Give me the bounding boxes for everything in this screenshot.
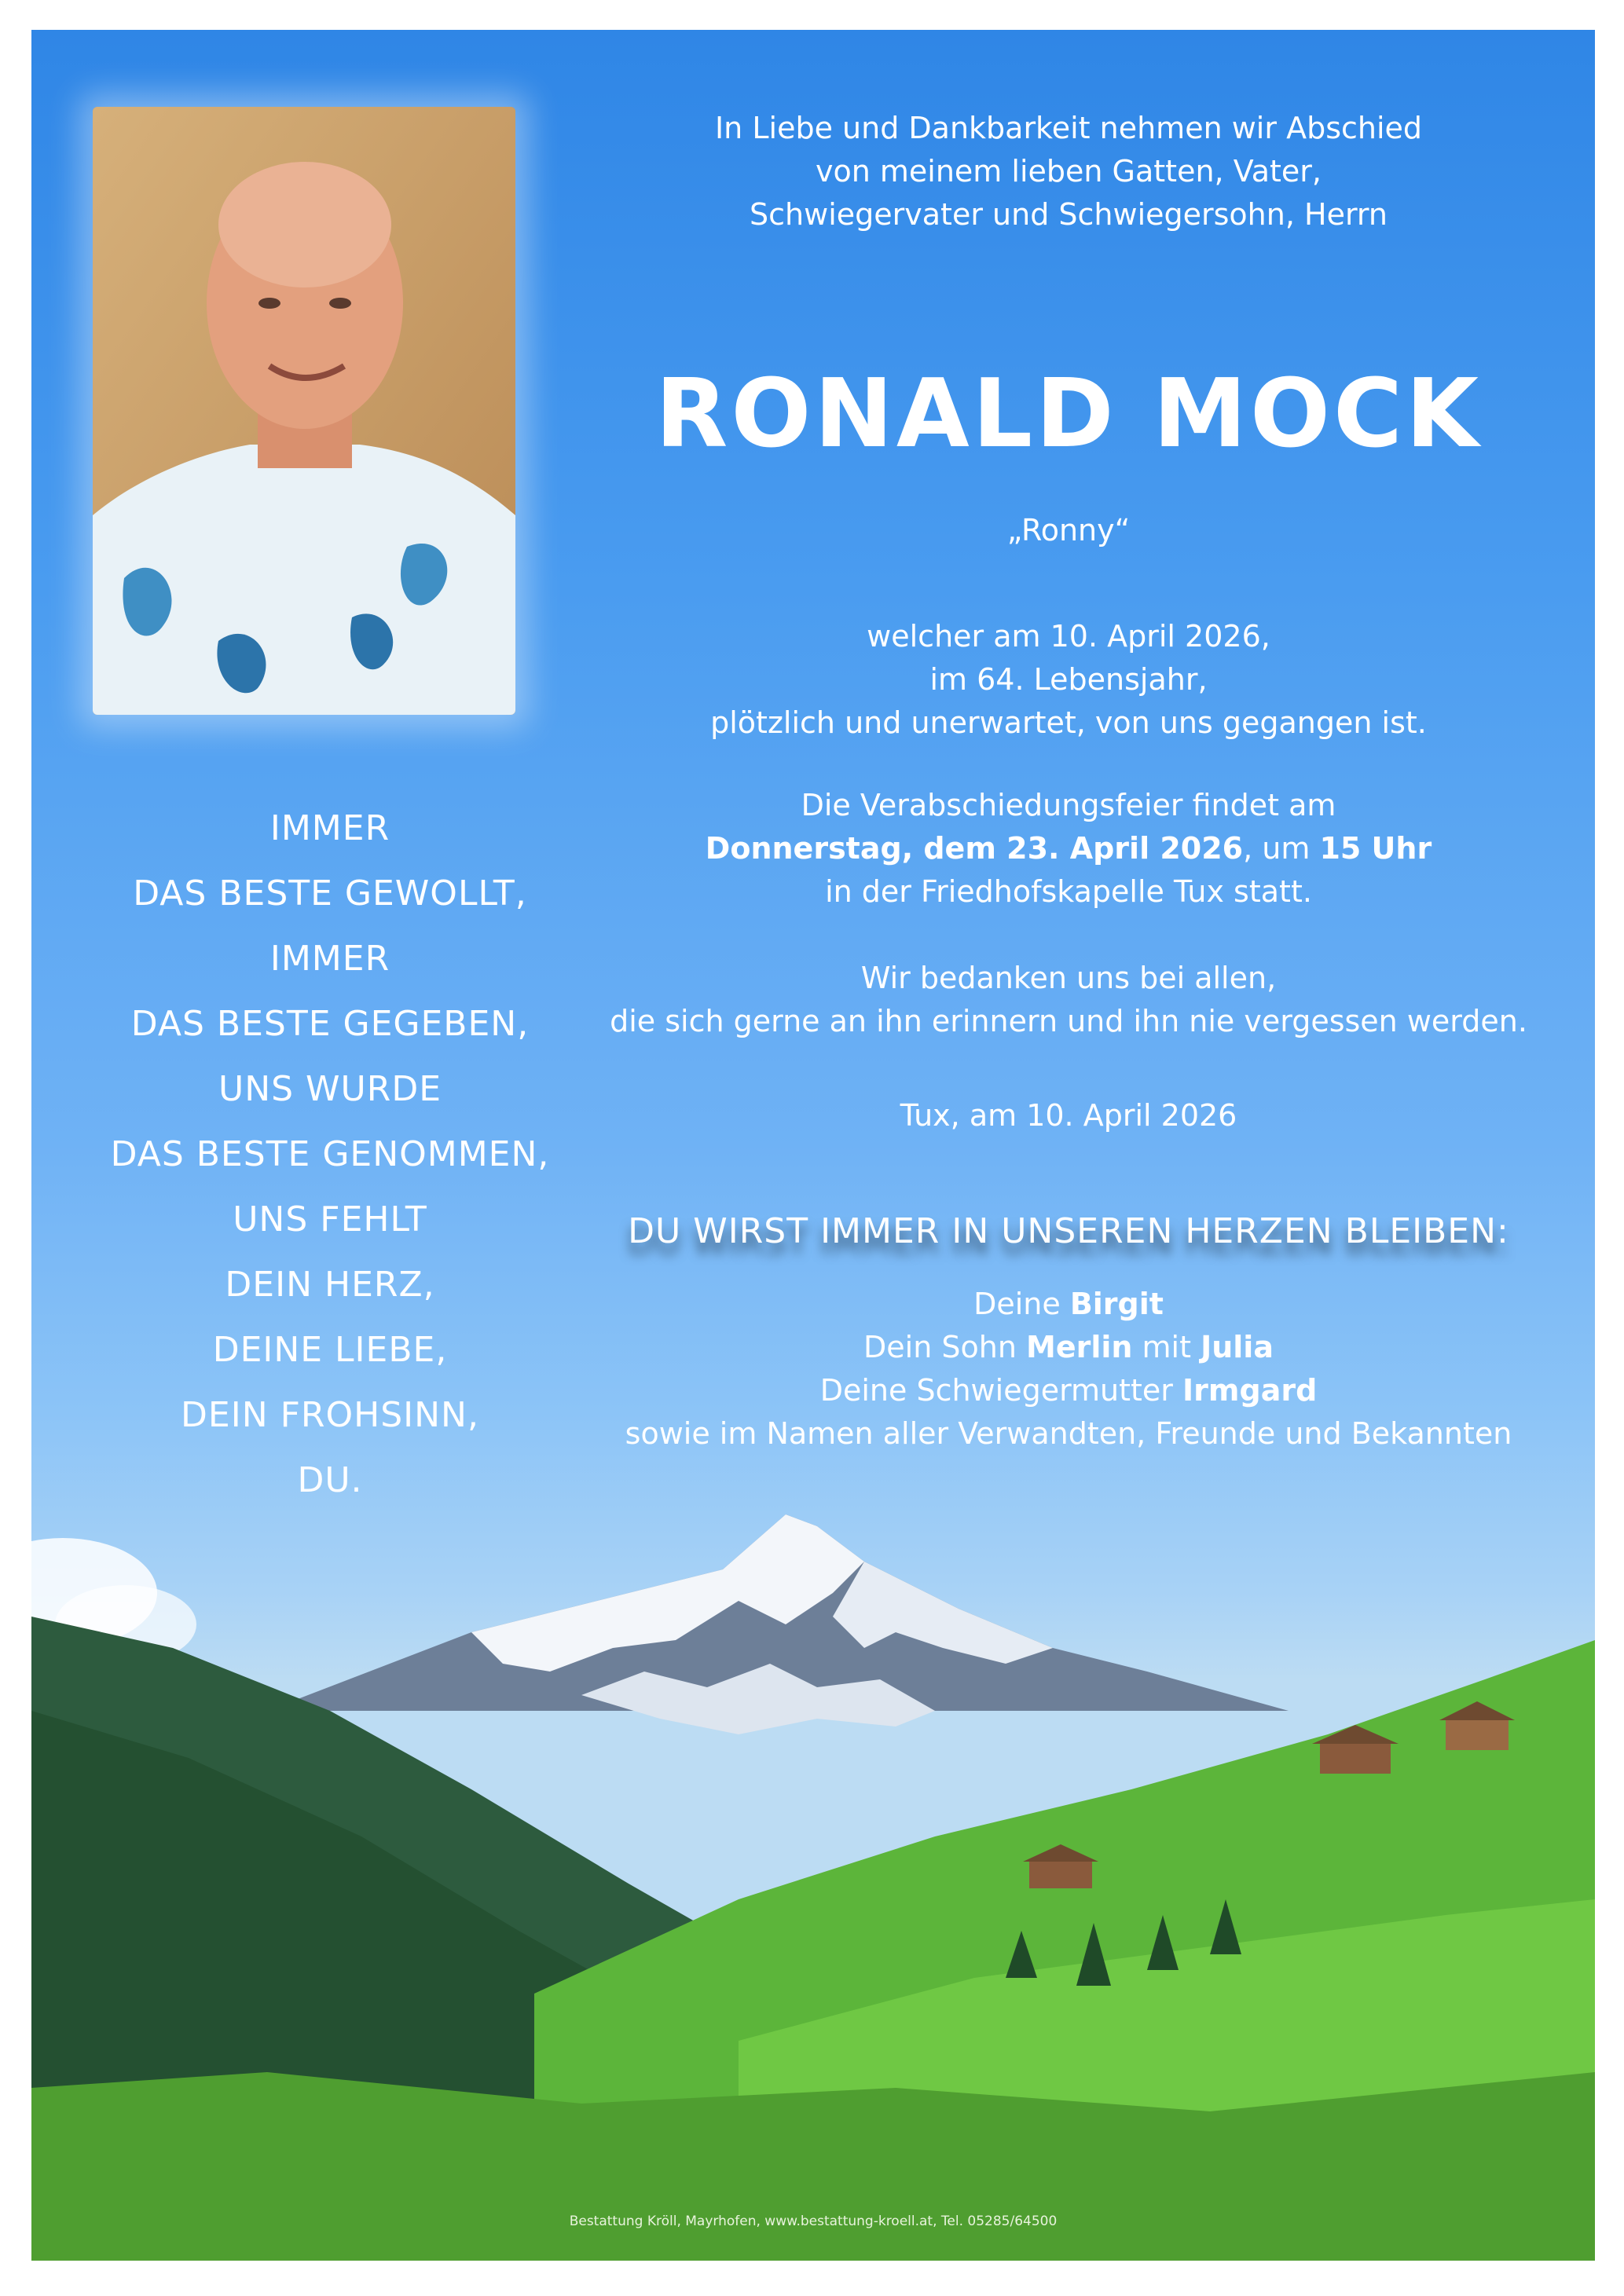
mourner-name: Merlin [1026, 1330, 1133, 1364]
mourner-name: Birgit [1069, 1287, 1164, 1321]
motto: DU WIRST IMMER IN UNSEREN HERZEN BLEIBEN: [628, 1211, 1509, 1251]
mourner-label: Dein Sohn [863, 1330, 1026, 1364]
mourner-row: sowie im Namen aller Verwandten, Freunde und Bekannten [625, 1416, 1512, 1451]
poem-line: DEINE LIEBE, [212, 1330, 448, 1370]
obituary-card [31, 30, 1595, 2261]
mourner-name: Irmgard [1182, 1373, 1318, 1408]
ceremony-date-line [597, 827, 1540, 870]
mourner-label: mit [1132, 1330, 1201, 1364]
poem-line: UNS FEHLT [233, 1199, 427, 1240]
mourner-label: Deine [973, 1287, 1070, 1321]
intro-line: von meinem lieben Gatten, Vater, [815, 154, 1322, 189]
poem-line: UNS WURDE [218, 1069, 442, 1109]
poem [110, 796, 550, 1513]
deceased-name: RONALD MOCK [654, 360, 1483, 469]
nickname: „Ronny“ [1006, 513, 1131, 547]
thanks-line: die sich gerne an ihn erinnern und ihn nie vergessen werden. [610, 1004, 1527, 1038]
ceremony-time: 15 Uhr [1319, 831, 1432, 866]
poem-line: DAS BESTE GEWOLLT, [133, 873, 527, 914]
poem-line: DAS BESTE GENOMMEN, [110, 1134, 550, 1174]
intro-line: In Liebe und Dankbarkeit nehmen wir Abschied [714, 111, 1423, 145]
poem-line: IMMER [269, 939, 390, 979]
mourner-row [597, 1369, 1540, 1412]
poem-line: DAS BESTE GEGEBEN, [130, 1004, 530, 1044]
place-date: Tux, am 10. April 2026 [900, 1098, 1237, 1133]
ceremony-line: in der Friedhofskapelle Tux statt. [825, 874, 1312, 909]
death-line: welcher am 10. April 2026, [867, 619, 1270, 654]
poem-line: IMMER [269, 808, 390, 848]
thanks-line: Wir bedanken uns bei allen, [860, 961, 1277, 995]
death-line: plötzlich und unerwartet, von uns gegangen ist. [710, 705, 1427, 740]
ceremony-date: Donnerstag, dem 23. April 2026 [705, 831, 1244, 866]
mourner-label: Deine Schwiegermutter [819, 1373, 1183, 1408]
funeral-home-credit: Bestattung Kröll, Mayrhofen, www.bestattung-kroell.at, Tel. 05285/64500 [569, 2214, 1058, 2229]
poem-line: DU. [297, 1460, 363, 1500]
ceremony-connector: , um [1243, 831, 1320, 866]
mourner-row [597, 1326, 1540, 1369]
mourner-row [597, 1283, 1540, 1326]
poem-line: DEIN FROHSINN, [181, 1395, 479, 1435]
intro-line: Schwiegervater und Schwiegersohn, Herrn [750, 197, 1388, 232]
portrait-photo [93, 107, 515, 715]
poem-line: DEIN HERZ, [225, 1265, 435, 1305]
death-line: im 64. Lebensjahr, [929, 662, 1208, 697]
ceremony-line: Die Verabschiedungsfeier findet am [801, 788, 1336, 822]
mourner-name: Julia [1201, 1330, 1274, 1364]
